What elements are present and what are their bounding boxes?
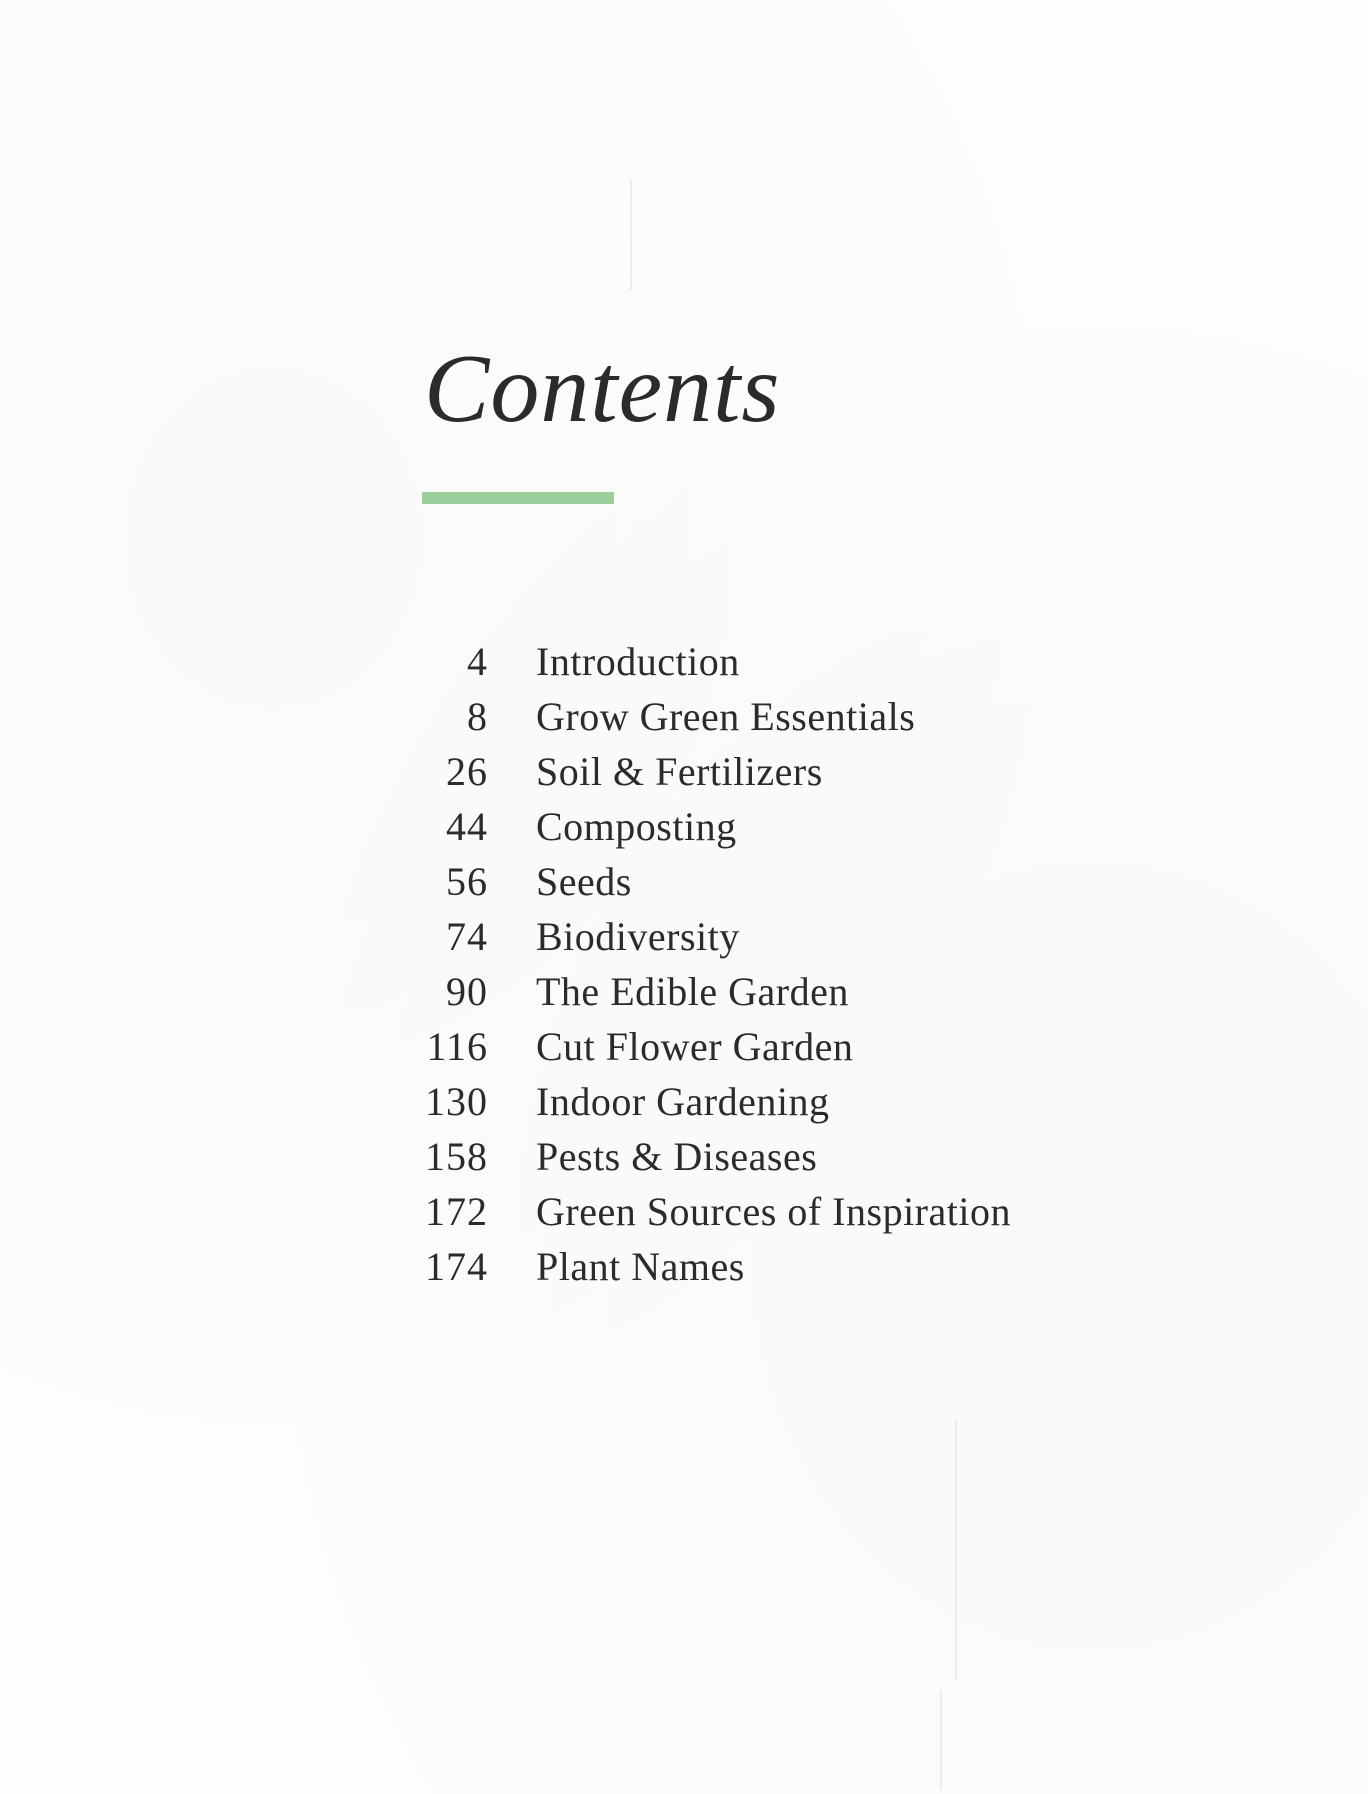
- toc-chapter-title: Indoor Gardening: [536, 1079, 830, 1124]
- toc-chapter-title: The Edible Garden: [536, 969, 849, 1014]
- title-underline: [422, 492, 614, 504]
- toc-chapter-title: Green Sources of Inspiration: [536, 1189, 1011, 1234]
- toc-page-number: 56: [446, 859, 488, 904]
- toc-chapter-title: Soil & Fertilizers: [536, 749, 823, 794]
- toc-chapter-title: Pests & Diseases: [536, 1134, 818, 1179]
- toc-page-number: 90: [446, 969, 488, 1014]
- toc-entry-indoor-gardening[interactable]: [400, 1074, 1120, 1129]
- scan-artifact: [955, 1420, 957, 1680]
- toc-entry-pests-diseases[interactable]: [400, 1129, 1120, 1184]
- toc-chapter-title: Grow Green Essentials: [536, 694, 916, 739]
- toc-entry-cut-flower-garden[interactable]: [400, 1019, 1120, 1074]
- toc-page-number: 130: [425, 1079, 488, 1124]
- toc-page-number: 44: [446, 804, 488, 849]
- toc-chapter-title: Seeds: [536, 859, 632, 904]
- toc-page-number: 116: [426, 1024, 488, 1069]
- page-title: Contents: [424, 335, 781, 443]
- toc-entry-seeds[interactable]: [400, 854, 1120, 909]
- toc-entry-edible-garden[interactable]: [400, 964, 1120, 1019]
- toc-chapter-title: Introduction: [536, 639, 740, 684]
- scan-artifact: [630, 180, 632, 290]
- toc-chapter-title: Cut Flower Garden: [536, 1024, 854, 1069]
- toc-entry-soil-fertilizers[interactable]: [400, 744, 1120, 799]
- table-of-contents: [400, 634, 1120, 1294]
- toc-entry-composting[interactable]: [400, 799, 1120, 854]
- toc-page-number: 158: [425, 1134, 488, 1179]
- toc-entry-green-sources-of-inspiration[interactable]: [400, 1184, 1120, 1239]
- toc-page-number: 8: [467, 694, 488, 739]
- toc-chapter-title: Plant Names: [536, 1244, 745, 1289]
- scan-artifact: [940, 1690, 942, 1790]
- toc-chapter-title: Composting: [536, 804, 737, 849]
- toc-page-number: 174: [425, 1244, 488, 1289]
- toc-entry-introduction[interactable]: [400, 634, 1120, 689]
- toc-page-number: 172: [425, 1189, 488, 1234]
- toc-chapter-title: Biodiversity: [536, 914, 740, 959]
- toc-page-number: 26: [446, 749, 488, 794]
- toc-entry-biodiversity[interactable]: [400, 909, 1120, 964]
- toc-page-number: 4: [467, 639, 488, 684]
- toc-page-number: 74: [446, 914, 488, 959]
- toc-entry-plant-names[interactable]: [400, 1239, 1120, 1294]
- toc-entry-grow-green-essentials[interactable]: [400, 689, 1120, 744]
